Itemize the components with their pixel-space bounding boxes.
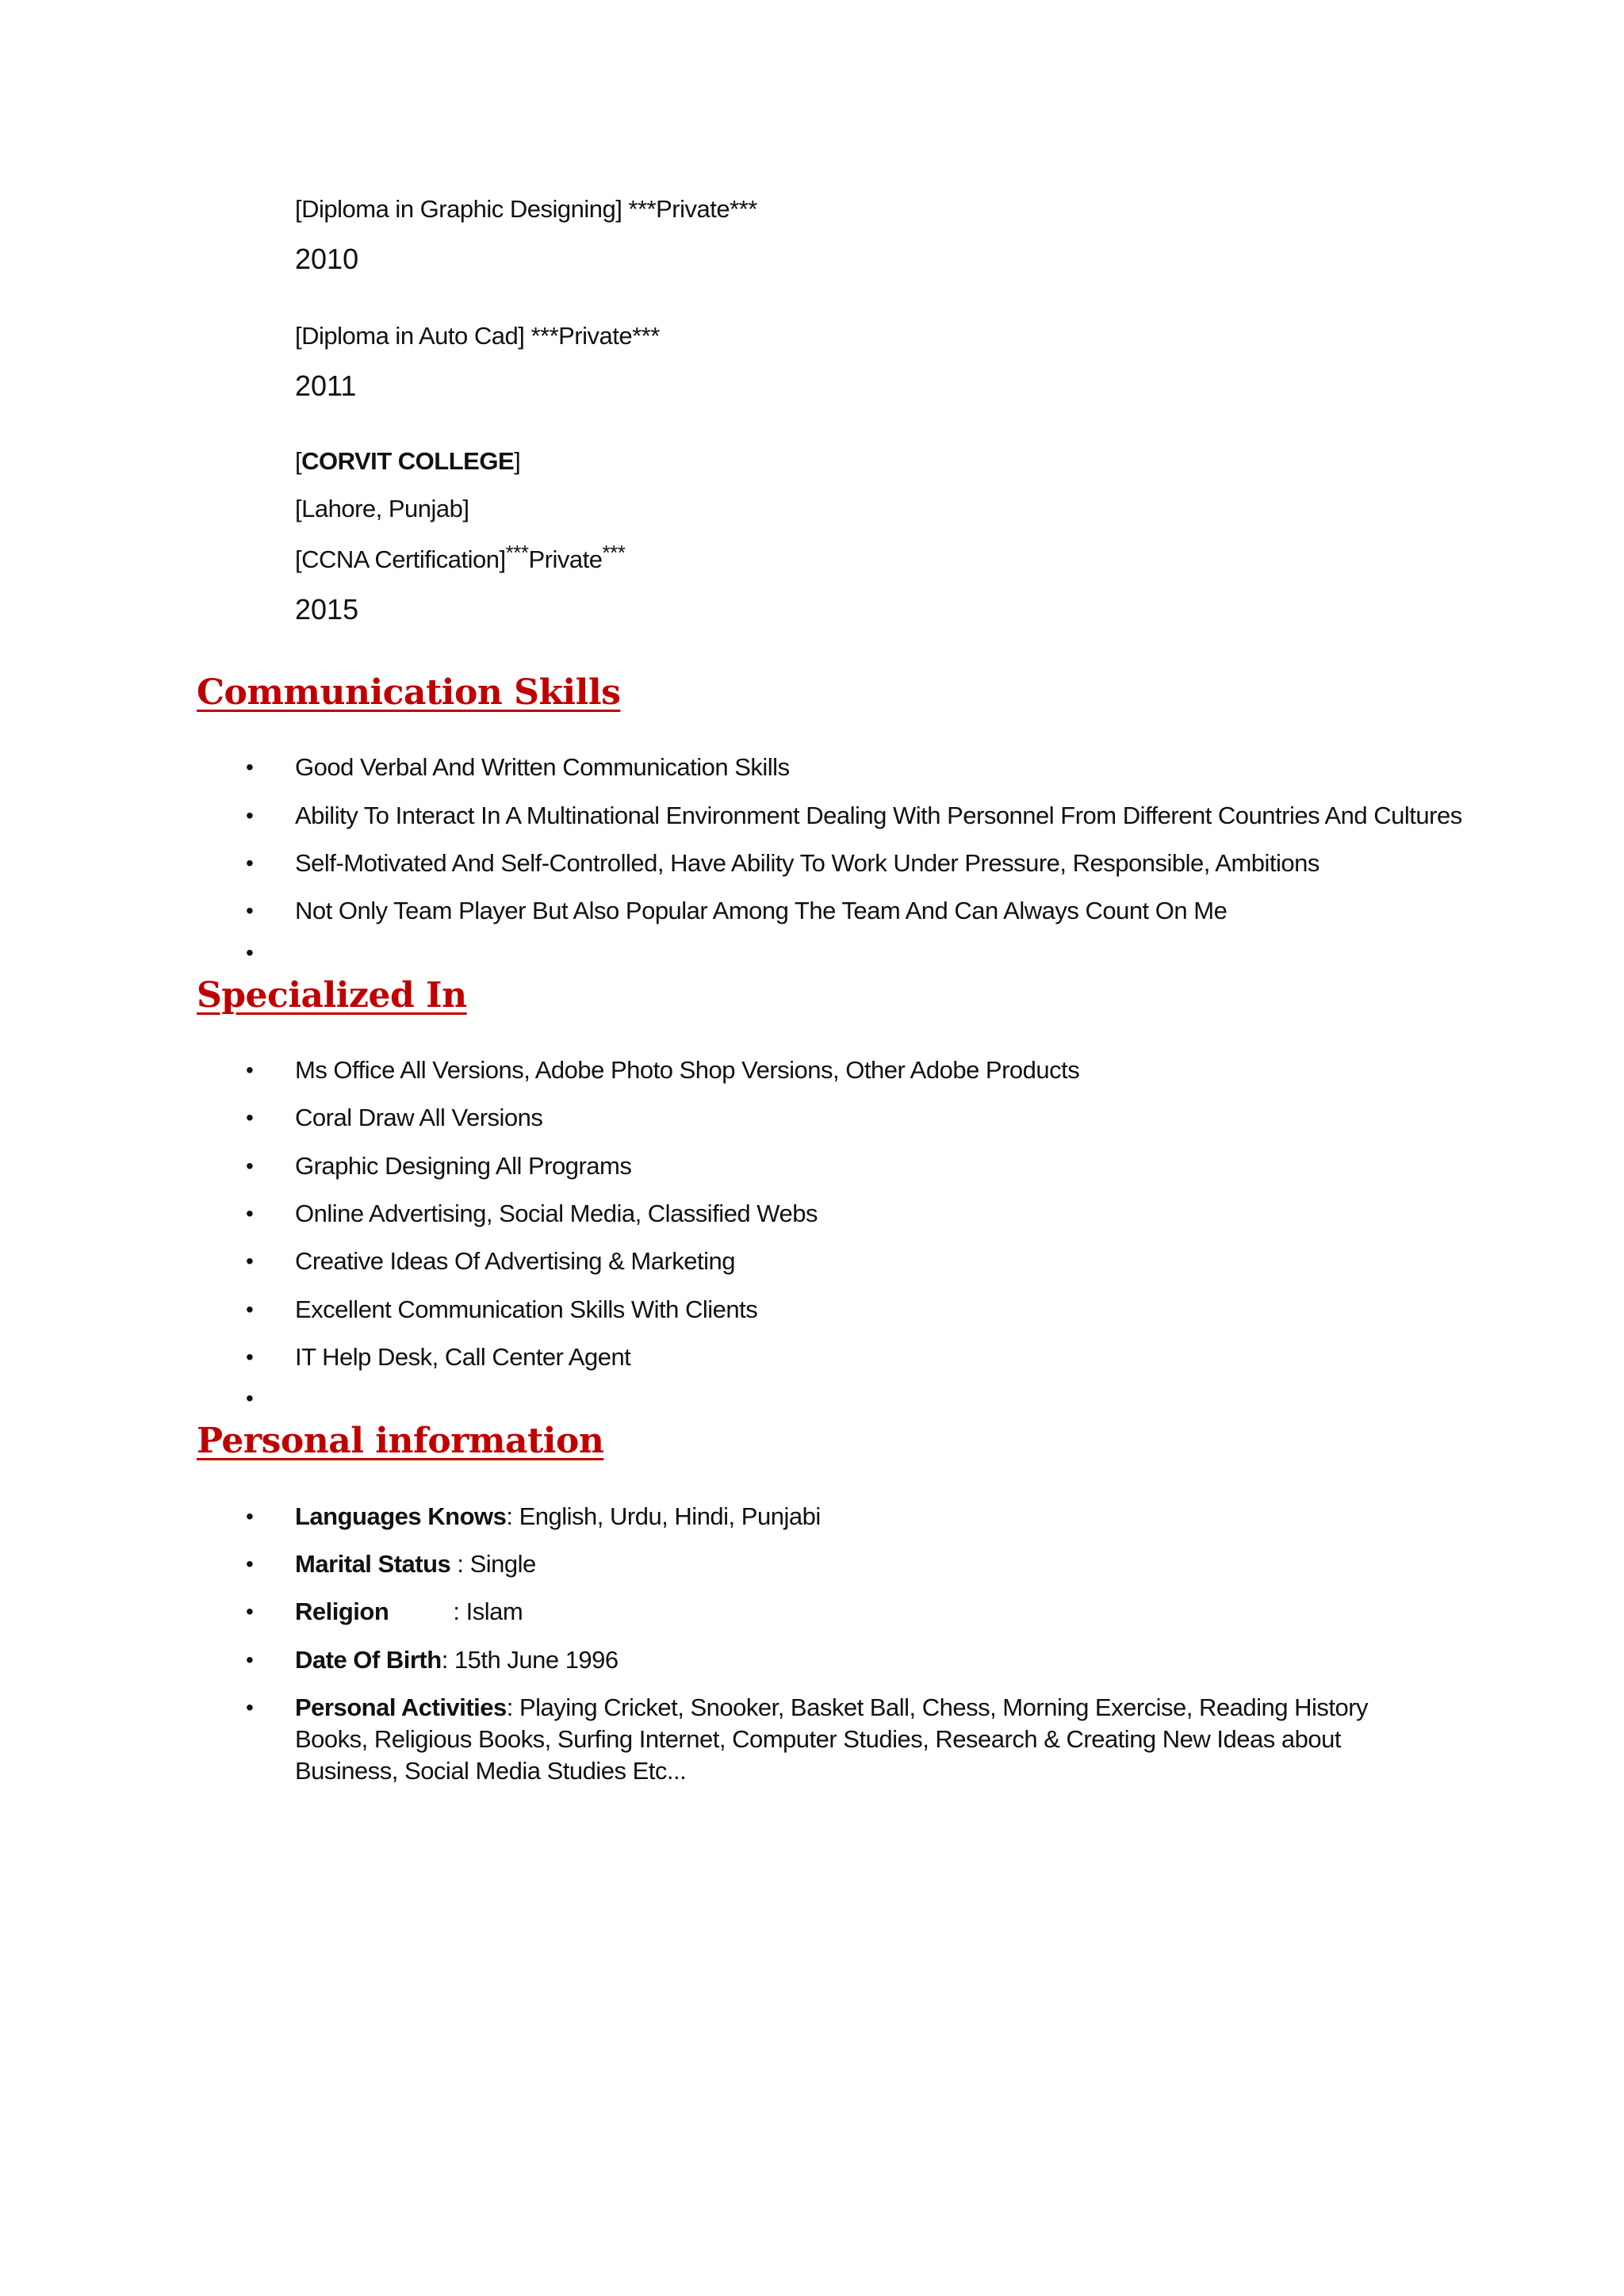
communication-skills-heading: Communication Skills xyxy=(197,672,621,713)
bullet: • xyxy=(246,1386,254,1410)
bullet: • xyxy=(246,1695,254,1720)
list-item xyxy=(246,1341,631,1373)
ccna-private: Private xyxy=(528,545,603,573)
ccna-certification xyxy=(295,541,626,574)
bullet: • xyxy=(246,851,254,875)
list-item-text: Good Verbal And Written Communication Skills xyxy=(295,753,790,781)
info-value: : 15th June 1996 xyxy=(441,1646,619,1674)
list-item-text: Not Only Team Player But Also Popular Among The Team And Can Always Count On Me xyxy=(295,897,1228,924)
bullet: • xyxy=(246,940,254,965)
info-label: Marital Status xyxy=(295,1550,451,1578)
info-label: Personal Activities xyxy=(295,1693,507,1721)
bullet: • xyxy=(246,1058,254,1082)
college-location: [Lahore, Punjab] xyxy=(295,495,469,522)
info-value: : Islam xyxy=(389,1598,523,1625)
education-title-graphic: [Diploma in Graphic Designing] ***Private*** xyxy=(295,195,757,223)
list-item xyxy=(246,1294,758,1326)
bullet: • xyxy=(246,1599,254,1624)
info-value: : Playing Cricket, Snooker, Basket Ball, Chess, Morning Exercise, Reading History Books, Religious Books, Surfing Internet, Computer Studies, Research & Creating New Ideas about Business, Social Media Studies Etc... xyxy=(295,1693,1369,1785)
ccna-stars-right: *** xyxy=(602,541,626,564)
bullet: • xyxy=(246,1154,254,1178)
list-item xyxy=(246,895,1228,927)
info-label: Religion xyxy=(295,1598,389,1625)
bullet: • xyxy=(246,1345,254,1369)
ccna-cert-label: [CCNA Certification] xyxy=(295,545,506,573)
list-item-text: Online Advertising, Social Media, Classified Webs xyxy=(295,1200,818,1227)
education-year-autocad: 2011 xyxy=(295,369,357,402)
bullet: • xyxy=(246,755,254,779)
specialized-in-heading: Specialized In xyxy=(197,975,467,1016)
personal-information-heading: Personal information xyxy=(197,1421,604,1461)
list-item xyxy=(246,848,1320,879)
ccna-stars-left: *** xyxy=(505,541,529,564)
ccna-year: 2015 xyxy=(295,593,359,626)
education-year-graphic: 2010 xyxy=(295,243,359,275)
list-item xyxy=(246,1054,1080,1086)
bullet: • xyxy=(246,1297,254,1322)
list-item xyxy=(246,1150,632,1182)
list-item xyxy=(246,752,790,783)
list-item-text: Ability To Interact In A Multinational Environment Dealing With Personnel From Different Countries And Cultures xyxy=(295,802,1462,829)
list-item xyxy=(246,1644,619,1676)
college-bracket-close: ] xyxy=(514,447,521,475)
list-item xyxy=(246,1596,523,1628)
list-item xyxy=(246,1501,821,1533)
bullet: • xyxy=(246,1504,254,1529)
college-name-text: CORVIT COLLEGE xyxy=(301,447,515,475)
list-item xyxy=(246,1246,735,1277)
bullet: • xyxy=(246,1552,254,1576)
college-name xyxy=(295,447,520,476)
list-item-text: Self-Motivated And Self-Controlled, Have Ability To Work Under Pressure, Responsible, Ambitions xyxy=(295,849,1320,877)
list-item xyxy=(246,1198,818,1230)
list-item xyxy=(246,1548,536,1580)
bullet: • xyxy=(246,1201,254,1226)
list-item-text: Coral Draw All Versions xyxy=(295,1104,543,1131)
bullet: • xyxy=(246,1249,254,1273)
list-item xyxy=(246,800,1462,832)
info-value: : English, Urdu, Hindi, Punjabi xyxy=(506,1502,821,1530)
bullet: • xyxy=(246,1105,254,1130)
bullet: • xyxy=(246,803,254,828)
info-label: Languages Knows xyxy=(295,1502,507,1530)
college-bracket-open: [ xyxy=(295,447,302,475)
list-item-text: Creative Ideas Of Advertising & Marketing xyxy=(295,1247,735,1275)
info-value: : Single xyxy=(450,1550,536,1578)
list-item-text: IT Help Desk, Call Center Agent xyxy=(295,1343,631,1371)
info-label: Date Of Birth xyxy=(295,1646,442,1674)
list-item xyxy=(246,1692,1389,1787)
list-item-text: Graphic Designing All Programs xyxy=(295,1152,632,1180)
education-title-autocad: [Diploma in Auto Cad] ***Private*** xyxy=(295,322,660,350)
bullet: • xyxy=(246,898,254,923)
list-item-text: Ms Office All Versions, Adobe Photo Shop Versions, Other Adobe Products xyxy=(295,1056,1080,1084)
bullet: • xyxy=(246,1647,254,1672)
list-item xyxy=(246,1102,543,1134)
list-item-text: Excellent Communication Skills With Clients xyxy=(295,1295,758,1323)
